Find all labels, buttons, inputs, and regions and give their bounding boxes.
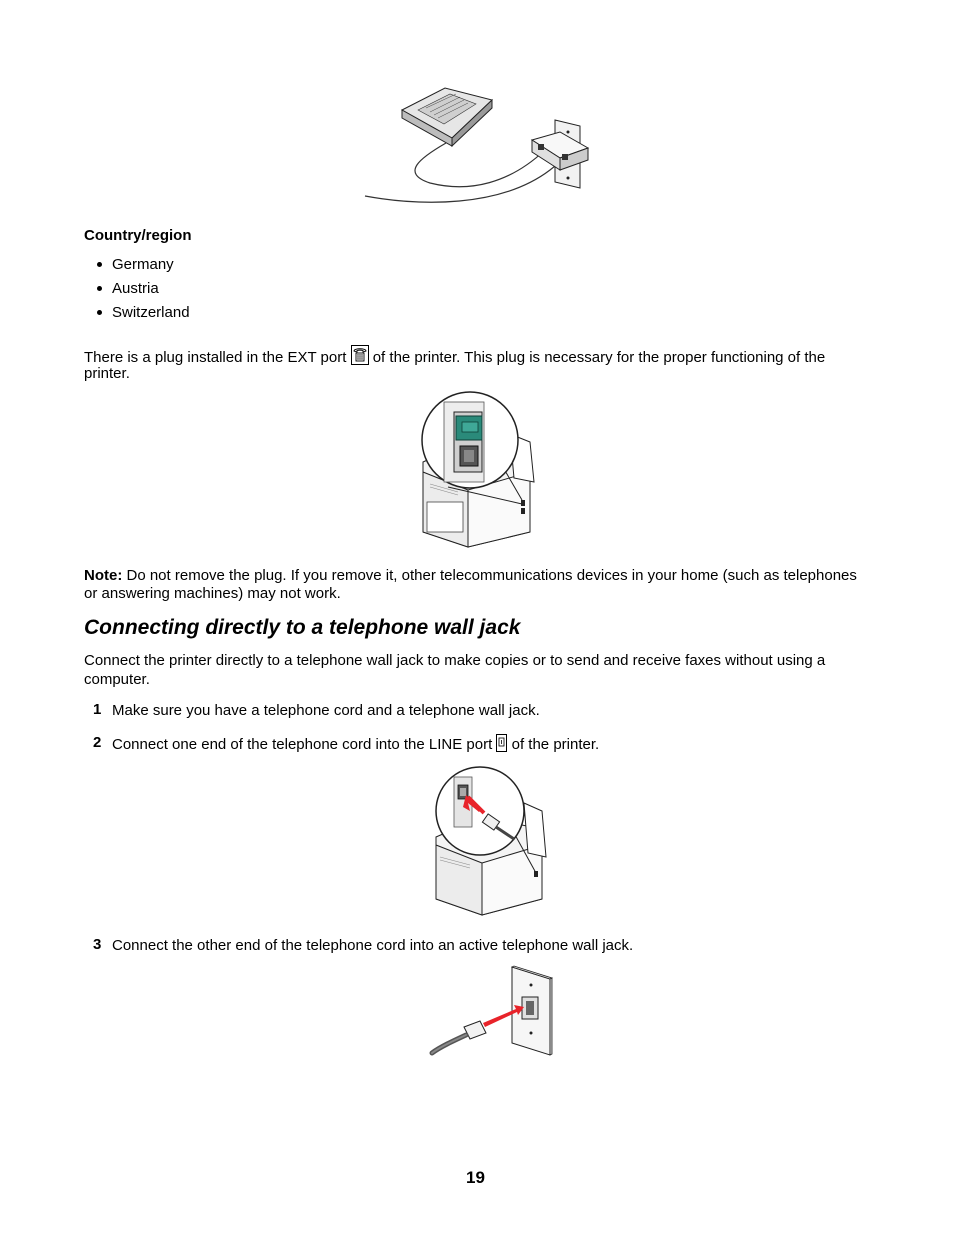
ext-plug-paragraph-line2: printer. — [84, 365, 130, 382]
note-line1 — [84, 566, 857, 585]
note-text: Do not remove the plug. If you remove it, other telecommunications devices in your home (such as telephones — [126, 567, 857, 584]
country-item: Switzerland — [112, 304, 190, 321]
printer-ext-plug-illustration — [418, 392, 548, 552]
step-text — [112, 734, 599, 754]
step-text: Connect the other end of the telephone cord into an active telephone wall jack. — [112, 937, 634, 954]
printer-line-cord-illustration — [432, 767, 552, 917]
step-text-before: Connect one end of the telephone cord into the LINE port — [112, 736, 493, 753]
ext-plug-text-after: of the printer. This plug is necessary for the proper functioning of the — [372, 349, 826, 366]
cord-to-wall-jack-illustration — [428, 965, 558, 1065]
step-text: Make sure you have a telephone cord and a telephone wall jack. — [112, 702, 540, 719]
step-number: 3 — [93, 936, 102, 953]
note-label: Note: — [84, 567, 123, 584]
ext-plug-paragraph-line1 — [84, 345, 825, 367]
phone-to-wall-illustration — [360, 88, 600, 208]
bullet-icon — [97, 310, 102, 315]
country-region-heading: Country/region — [84, 227, 192, 244]
step-number: 1 — [93, 701, 102, 718]
section-title: Connecting directly to a telephone wall jack — [84, 616, 521, 639]
section-intro-line2: computer. — [84, 671, 150, 688]
bullet-icon — [97, 286, 102, 291]
step-number: 2 — [93, 734, 102, 751]
section-intro-line1: Connect the printer directly to a telephone wall jack to make copies or to send and receive faxes without using a — [84, 652, 826, 669]
note-line2: or answering machines) may not work. — [84, 585, 341, 602]
bullet-icon — [97, 262, 102, 267]
telephone-ext-icon — [351, 345, 369, 365]
page-number: 19 — [466, 1168, 485, 1187]
step-text-after: of the printer. — [511, 736, 600, 753]
ext-plug-text-before: There is a plug installed in the EXT port — [84, 349, 347, 366]
country-item: Germany — [112, 256, 174, 273]
line-port-icon — [496, 734, 507, 752]
country-item: Austria — [112, 280, 159, 297]
